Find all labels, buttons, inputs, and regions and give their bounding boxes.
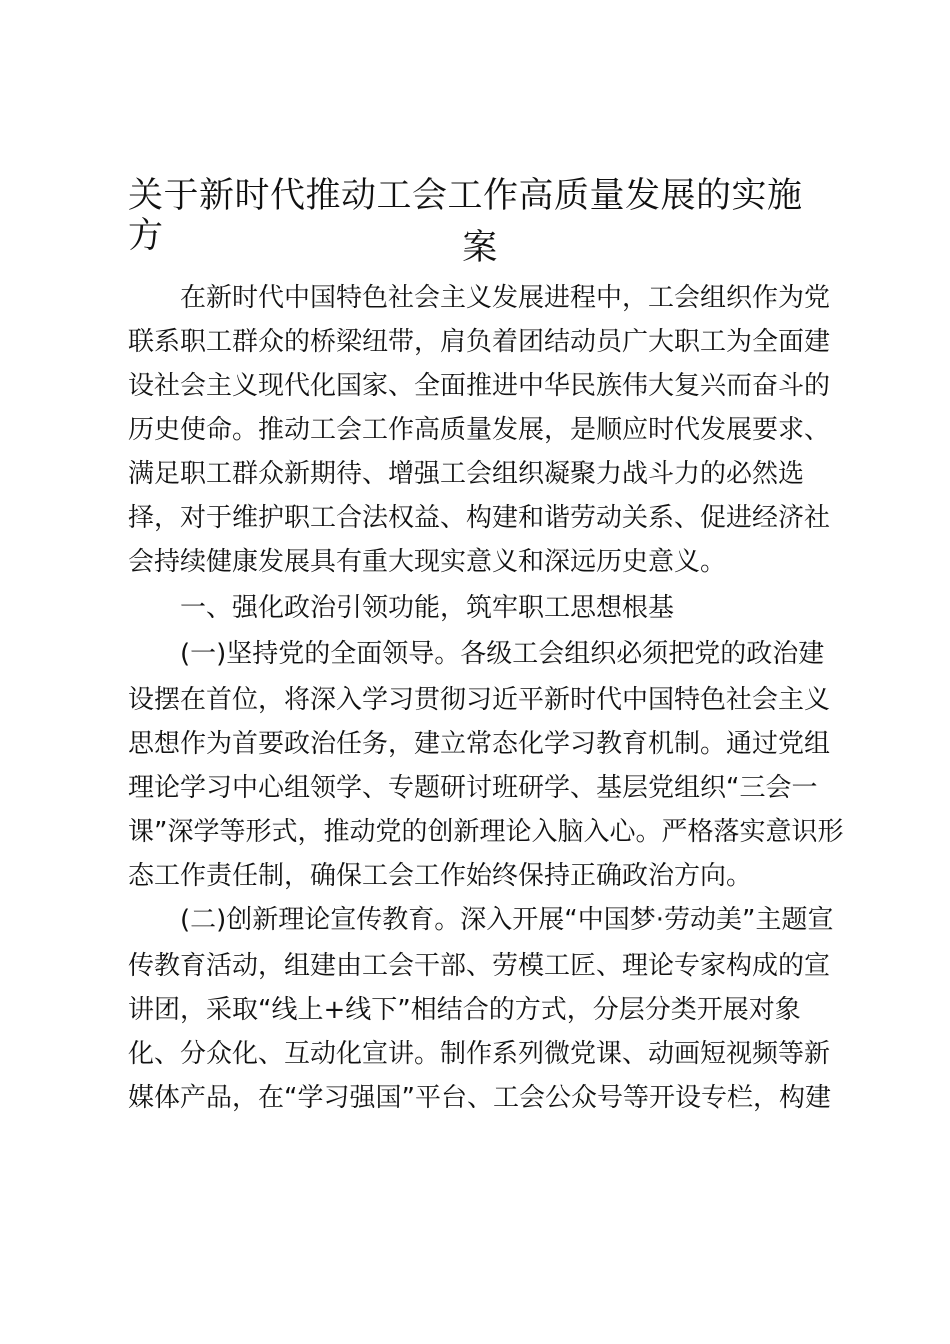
body-line: (二)创新理论宣传教育。深入开展“中国梦·劳动美”主题宣 [180, 905, 834, 935]
section-heading: 一、强化政治引领功能，筑牢职工思想根基 [180, 593, 675, 623]
body-line: 设社会主义现代化国家、全面推进中华民族伟大复兴而奋斗的 [128, 371, 831, 401]
body-line: 讲团，采取“线上+线下”相结合的方式，分层分类开展对象 [128, 995, 801, 1025]
body-line: 会持续健康发展具有重大现实意义和深远历史意义。 [128, 547, 727, 577]
body-line: 态工作责任制，确保工会工作始终保持正确政治方向。 [128, 861, 753, 891]
body-line: 理论学习中心组领学、专题研讨班研学、基层党组织“三会一 [128, 773, 818, 803]
body-line: 满足职工群众新期待、增强工会组织凝聚力战斗力的必然选 [128, 459, 805, 489]
body-line: 思想作为首要政治任务，建立常态化学习教育机制。通过党组 [128, 729, 831, 759]
body-line: 设摆在首位，将深入学习贯彻习近平新时代中国特色社会主义 [128, 685, 831, 715]
body-line: 联系职工群众的桥梁纽带，肩负着团结动员广大职工为全面建 [128, 327, 831, 357]
document-title-line-1: 关于新时代推动工会工作高质量发展的实施方 [128, 176, 803, 256]
body-line: 在新时代中国特色社会主义发展进程中，工会组织作为党 [180, 283, 831, 313]
body-line: 课”深学等形式，推动党的创新理论入脑入心。严格落实意识形 [128, 817, 844, 847]
body-line: 媒体产品，在“学习强国”平台、工会公众号等开设专栏，构建 [128, 1083, 831, 1113]
body-line: 历史使命。推动工会工作高质量发展，是顺应时代发展要求、 [128, 415, 831, 445]
body-line: 化、分众化、互动化宣讲。制作系列微党课、动画短视频等新 [128, 1039, 831, 1069]
body-line: 传教育活动，组建由工会干部、劳模工匠、理论专家构成的宣 [128, 951, 831, 981]
body-line: (一)坚持党的全面领导。各级工会组织必须把党的政治建 [180, 639, 825, 669]
body-line: 择，对于维护职工合法权益、构建和谐劳动关系、促进经济社 [128, 503, 831, 533]
document-title-line-2: 案 [462, 228, 498, 268]
